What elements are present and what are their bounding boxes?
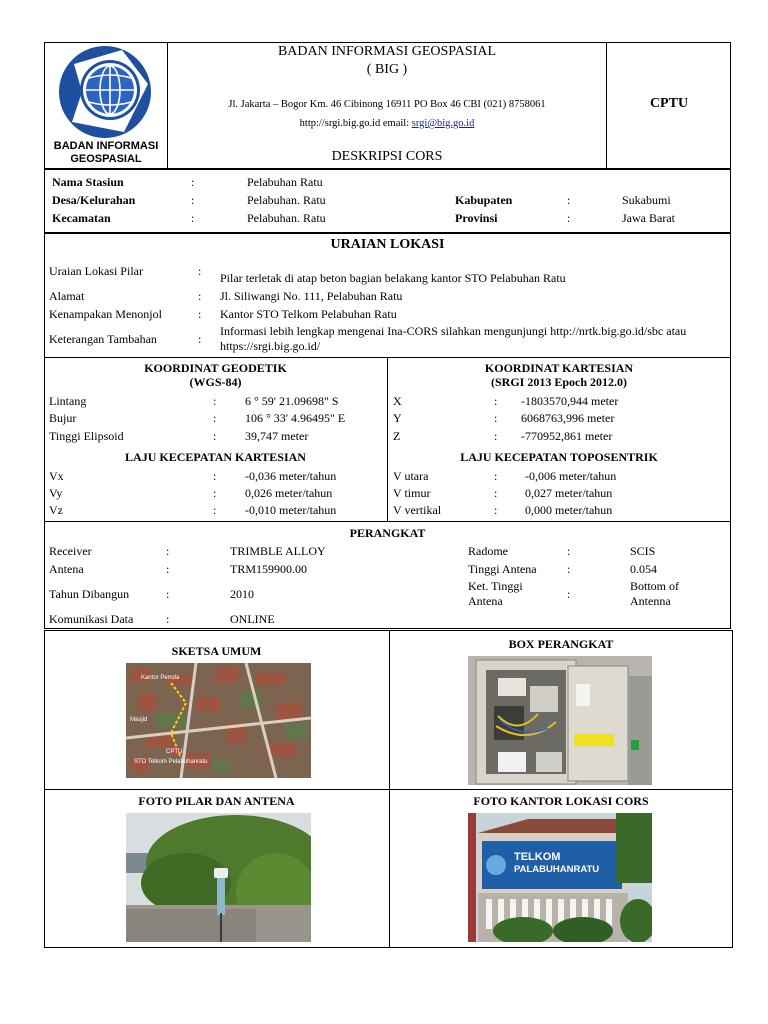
bujur-label: Bujur [49, 411, 77, 425]
tambahan-value-line1: Informasi lebih lengkap mengenai Ina-CORS silahkan mengunjungi http://nrtk.big.go.id/sbc atau [220, 324, 687, 338]
vt-value: 0,027 meter/tahun [525, 486, 613, 500]
org-web-line [168, 118, 606, 129]
z-colon: : [494, 429, 498, 443]
antena-value: TRM159900.00 [230, 562, 308, 576]
menonjol-value: Kantor STO Telkom Pelabuhan Ratu [220, 307, 397, 321]
alamat-value: Jl. Siliwangi No. 111, Pelabuhan Ratu [220, 289, 403, 303]
foto-kantor-heading: FOTO KANTOR LOKASI CORS [473, 794, 649, 808]
tinggi-elipsoid-value: 39,747 meter [245, 429, 309, 443]
equipment-box-image [468, 656, 652, 785]
tinggi-elipsoid-colon: : [213, 429, 217, 443]
vv-colon: : [494, 503, 498, 517]
nama-colon: : [191, 175, 195, 189]
tahun-label: Tahun Dibangun [49, 587, 130, 601]
vz-colon: : [213, 503, 217, 517]
menonjol-label: Kenampakan Menonjol [49, 307, 162, 321]
komunikasi-value: ONLINE [230, 612, 275, 626]
foto-pilar-heading: FOTO PILAR DAN ANTENA [138, 794, 295, 808]
vt-colon: : [494, 486, 498, 500]
vx-label: Vx [49, 469, 64, 483]
tinggi-antena-value: 0.054 [630, 562, 657, 576]
web-text: http://srgi.big.go.id email: [299, 118, 412, 129]
bujur-value: 106 ° 33' 4.96495" E [245, 411, 346, 425]
kec-value: Pelabuhan. Ratu [247, 211, 326, 225]
email-link[interactable]: srgi@big.go.id [411, 118, 475, 129]
radome-value: SCIS [630, 544, 656, 558]
pilar-value: Pilar terletak di atap beton bagian belakang kantor STO Pelabuhan Ratu [220, 271, 566, 285]
desa-value: Pelabuhan. Ratu [247, 193, 326, 207]
prov-value: Jawa Barat [622, 211, 675, 225]
map-label-sto: STO Telkom Pelabuhanratu [134, 759, 208, 765]
nama-value: Pelabuhan Ratu [247, 175, 323, 189]
ket-tinggi-value-line2: Antenna [630, 594, 671, 608]
kab-value: Sukabumi [622, 193, 671, 207]
pilar-colon: : [198, 264, 202, 278]
receiver-label: Receiver [49, 544, 92, 558]
bujur-colon: : [213, 411, 217, 425]
station-code: CPTU [649, 96, 689, 111]
lintang-value: 6 ° 59' 21.09698" S [245, 394, 339, 408]
radome-colon: : [567, 544, 571, 558]
perangkat-top-rule [44, 521, 731, 522]
antena-label: Antena [49, 562, 84, 576]
pilar-label: Uraian Lokasi Pilar [49, 264, 143, 278]
map-label-kantor-pemda: Kantor Pemda [141, 675, 180, 681]
x-value: -1803570,944 meter [521, 394, 619, 408]
tambahan-colon: : [198, 332, 202, 346]
tinggi-antena-colon: : [567, 562, 571, 576]
y-label: Y [393, 411, 402, 425]
nama-label: Nama Stasiun [52, 175, 124, 189]
box-perangkat-heading: BOX PERANGKAT [508, 637, 614, 651]
vx-value: -0,036 meter/tahun [245, 469, 337, 483]
z-label: Z [393, 429, 401, 443]
vu-value: -0,006 meter/tahun [525, 469, 617, 483]
laju-kartesian-heading: LAJU KECEPATAN KARTESIAN [125, 450, 306, 464]
geodetik-heading: KOORDINAT GEODETIK [144, 361, 287, 375]
kab-label: Kabupaten [455, 193, 513, 207]
foto-pilar-photo [126, 813, 311, 942]
ket-tinggi-value-line1: Bottom of [630, 579, 680, 593]
prov-label: Provinsi [455, 211, 498, 225]
tahun-value: 2010 [230, 587, 254, 601]
org-address: Jl. Jakarta – Bogor Km. 46 Cibinong 16911 PO Box 46 CBI (021) 8758061 [228, 99, 546, 110]
office-building-image [468, 813, 652, 942]
tambahan-label: Keterangan Tambahan [49, 332, 157, 346]
vz-value: -0,010 meter/tahun [245, 503, 337, 517]
komunikasi-label: Komunikasi Data [49, 612, 134, 626]
sketsa-umum-map [126, 663, 311, 778]
vy-colon: : [213, 486, 217, 500]
vt-label: V timur [393, 486, 431, 500]
lintang-label: Lintang [49, 394, 87, 408]
ket-tinggi-label-line1: Ket. Tinggi [468, 579, 523, 593]
alamat-colon: : [198, 289, 202, 303]
vy-label: Vy [49, 486, 63, 500]
komunikasi-colon: : [166, 612, 170, 626]
uraian-lokasi-heading: URAIAN LOKASI [330, 237, 445, 252]
tinggi-elipsoid-label: Tinggi Elipsoid [49, 429, 124, 443]
alamat-label: Alamat [49, 289, 85, 303]
kec-label: Kecamatan [52, 211, 111, 225]
kartesian-subheading: (SRGI 2013 Epoch 2012.0) [490, 375, 627, 389]
kec-colon: : [191, 211, 195, 225]
tambahan-value-line2: https://srgi.big.go.id/ [220, 339, 321, 353]
ket-tinggi-label-line2: Antena [468, 594, 503, 608]
map-label-masjid: Masjid [130, 717, 148, 723]
geodetik-subheading: (WGS-84) [189, 375, 242, 389]
logo-text-line1: BADAN INFORMASI [53, 140, 159, 152]
vz-label: Vz [49, 503, 63, 517]
org-abbr: ( BIG ) [366, 62, 408, 77]
doc-title: DESKRIPSI CORS [331, 149, 443, 164]
logo-text-line2: GEOSPASIAL [70, 153, 142, 165]
y-value: 6068763,996 meter [521, 411, 615, 425]
vu-label: V utara [393, 469, 429, 483]
sign-text-telkom: TELKOM [514, 851, 561, 863]
globe-logo-icon [52, 44, 162, 140]
desa-label: Desa/Kelurahan [52, 193, 136, 207]
menonjol-colon: : [198, 307, 202, 321]
vx-colon: : [213, 469, 217, 483]
org-name: BADAN INFORMASI GEOSPASIAL [277, 44, 497, 59]
desa-colon: : [191, 193, 195, 207]
ket-tinggi-colon: : [567, 587, 571, 601]
photo-row-rule [44, 789, 733, 790]
x-label: X [393, 394, 402, 408]
tinggi-antena-label: Tinggi Antena [468, 562, 537, 576]
box-perangkat-photo [468, 656, 652, 785]
kartesian-heading: KOORDINAT KARTESIAN [484, 361, 634, 375]
perangkat-heading: PERANGKAT [349, 526, 426, 540]
pillar-antenna-image [126, 813, 311, 942]
vv-label: V vertikal [393, 503, 442, 517]
big-logo [52, 44, 162, 140]
tahun-colon: : [166, 587, 170, 601]
kab-colon: : [567, 193, 571, 207]
vu-colon: : [494, 469, 498, 483]
x-colon: : [494, 394, 498, 408]
z-value: -770952,861 meter [521, 429, 613, 443]
foto-kantor-photo [468, 813, 652, 942]
receiver-value: TRIMBLE ALLOY [230, 544, 326, 558]
vv-value: 0,000 meter/tahun [525, 503, 613, 517]
sketsa-heading: SKETSA UMUM [171, 644, 262, 658]
prov-colon: : [567, 211, 571, 225]
laju-toposentrik-heading: LAJU KECEPATAN TOPOSENTRIK [460, 450, 658, 464]
map-label-cptu: CPTU [166, 749, 183, 755]
vy-value: 0,026 meter/tahun [245, 486, 333, 500]
sign-text-palabuhanratu: PALABUHANRATU [514, 864, 600, 875]
antena-colon: : [166, 562, 170, 576]
receiver-colon: : [166, 544, 170, 558]
y-colon: : [494, 411, 498, 425]
radome-label: Radome [468, 544, 508, 558]
lintang-colon: : [213, 394, 217, 408]
